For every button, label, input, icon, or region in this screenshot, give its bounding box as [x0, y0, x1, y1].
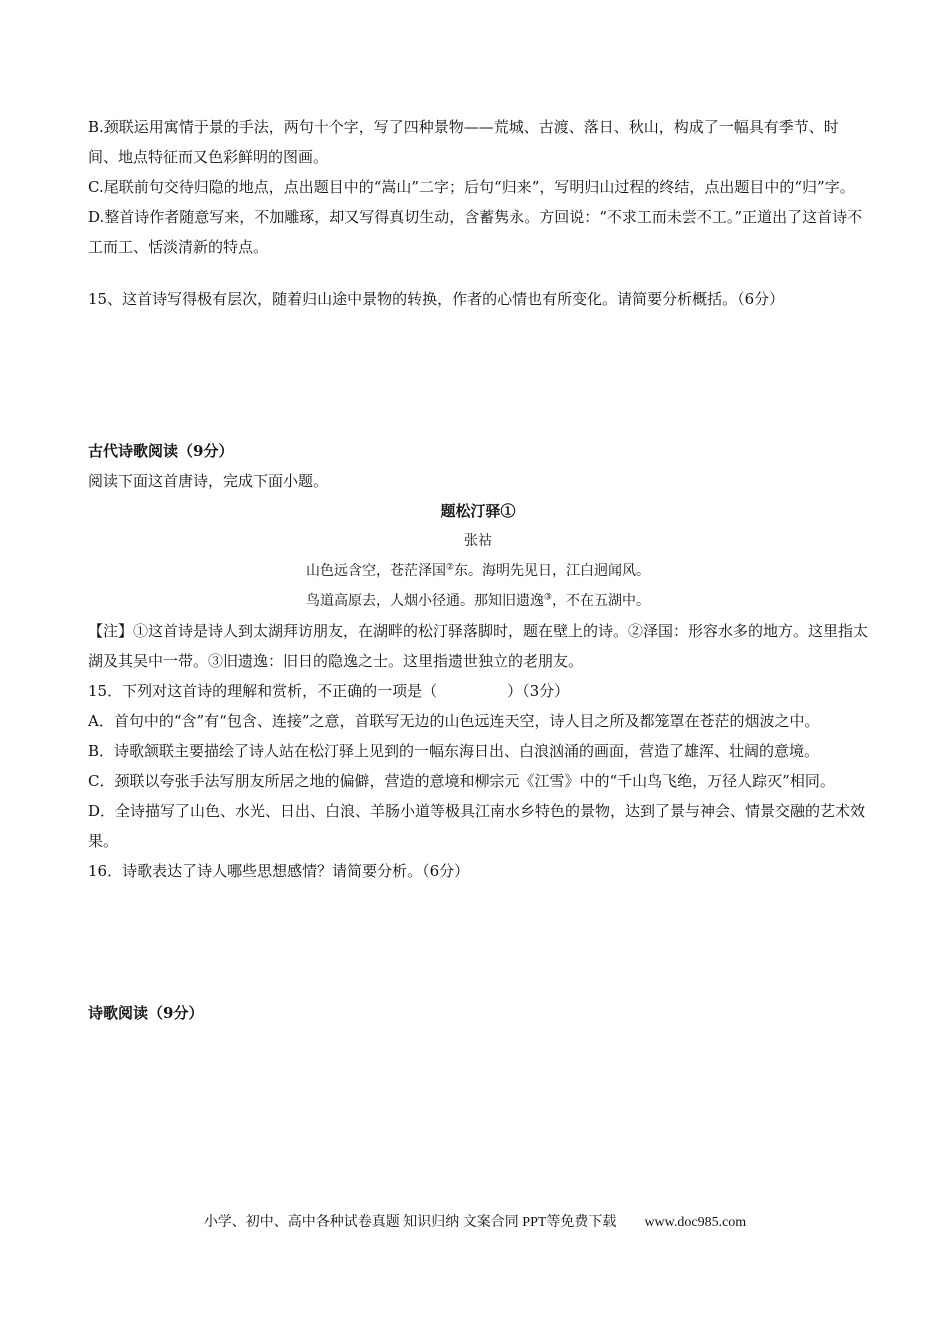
reading-instruction: 阅读下面这首唐诗，完成下面小题。 [88, 472, 329, 490]
option-c-text: C.尾联前句交待归隐的地点，点出题目中的“嵩山”二字；后句“归来”，写明归山过程的终结，点出题目中的“归”字。 [88, 178, 855, 196]
footer-url[interactable]: www.doc985.com [644, 1215, 747, 1230]
footnote-mark-2: ② [445, 562, 455, 573]
footer-text: 小学、初中、高中各种试卷真题 知识归纳 文案合同 PPT等免费下载 [203, 1215, 617, 1230]
choice-b: B．诗歌颔联主要描绘了诗人站在松汀驿上见到的一幅东海日出、白浪汹涌的画面，营造了雄浑、壮阔的意境。 [88, 742, 820, 760]
choice-c: C．颈联以夸张手法写朋友所居之地的偏僻，营造的意境和柳宗元《江雪》中的“千山鸟飞绝，万径人踪灭”相同。 [88, 772, 835, 790]
choice-a: A．首句中的“含”有“包含、连接”之意，首联写无边的山色远连天空，诗人目之所及都笼罩在苍茫的烟波之中。 [88, 712, 820, 730]
answer-space [88, 886, 868, 998]
document-body [88, 112, 868, 1028]
question-15-choice: 15．下列对这首诗的理解和赏析，不正确的一项是（ ）（3分） [88, 682, 570, 700]
question-15-text: 15、这首诗写得极有层次，随着归山途中景物的转换，作者的心情也有所变化。请简要分析概括。（6分） [88, 290, 785, 308]
section-heading-ancient-poetry: 古代诗歌阅读（9分） [88, 442, 234, 460]
poem-line-2: 鸟道高原去，人烟小径通。那知旧遗逸③，不在五湖中。 [305, 592, 651, 609]
poem-title: 题松汀驿① [440, 502, 516, 520]
option-b-text: B.颈联运用寓情于景的手法，两句十个字，写了四种景物——荒城、古渡、落日、秋山，构成了一幅具有季节、时间、地点特征而又色彩鲜明的图画。 [88, 118, 839, 166]
section-heading-poetry: 诗歌阅读（9分） [88, 1004, 204, 1022]
answer-space [88, 314, 868, 436]
footnote-mark-3: ③ [543, 592, 553, 603]
page-footer [0, 1211, 950, 1235]
option-d-text: D.整首诗作者随意写来，不加雕琢，却又写得真切生动，含蓄隽永。方回说：“不求工而未尝不工。”正道出了这首诗不工而工、恬淡清新的特点。 [88, 208, 863, 256]
question-16-text: 16．诗歌表达了诗人哪些思想感情？请简要分析。（6分） [88, 862, 470, 880]
poem-line-1: 山色远含空，苍茫泽国②东。海明先见日，江白迥闻风。 [305, 562, 651, 579]
choice-d: D．全诗描写了山色、水光、日出、白浪、羊肠小道等极具江南水乡特色的景物，达到了景与神会、情景交融的艺术效果。 [88, 802, 866, 850]
poem-author: 张祜 [464, 533, 492, 549]
poem-note: 【注】①这首诗是诗人到太湖拜访朋友，在湖畔的松汀驿落脚时，题在壁上的诗。②泽国：形容水多的地方。这里指太湖及其吴中一带。③旧遗逸：旧日的隐逸之士。这里指遗世独立的老朋友。 [88, 622, 869, 670]
